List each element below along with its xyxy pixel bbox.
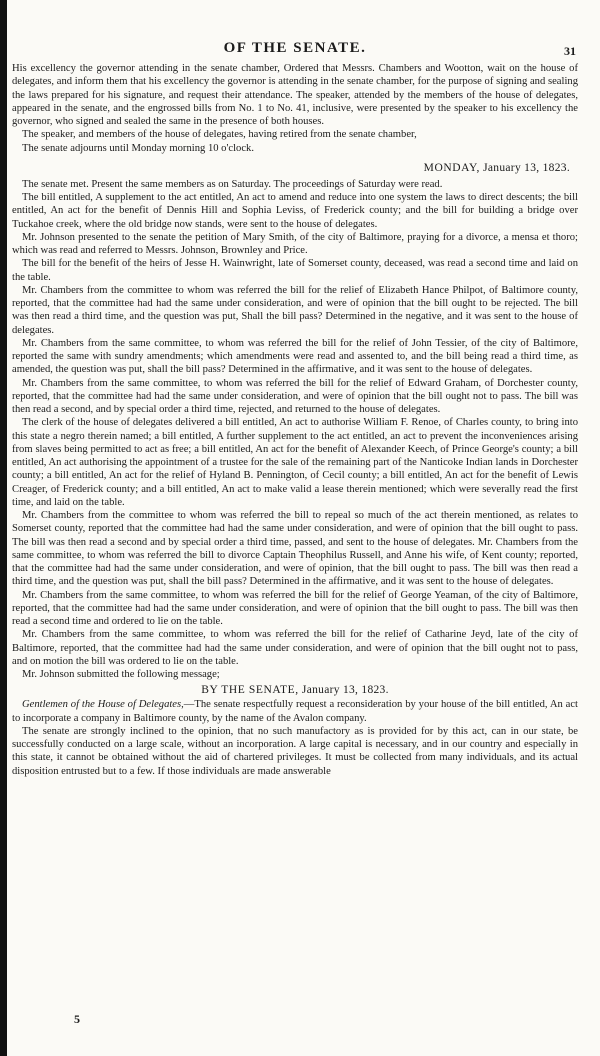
- running-head: OF THE SENATE.: [223, 40, 367, 56]
- page-number: 31: [564, 44, 576, 58]
- message-heading-prefix: BY THE SENATE,: [201, 684, 299, 697]
- date-heading-day: MONDAY,: [423, 161, 480, 174]
- paragraph: Mr. Chambers from the same committee, to whom was referred the bill for the relief of John Tessier, of the city of Baltimore, reported the same with sundry amendments; which amendments were read and assented to, and the bill being read a third time, as amended, the question was put, shall the bill pass? Determined in the affirmative, and it was sent to the house of delegates.: [12, 337, 578, 376]
- paragraph: Mr. Chambers from the same committee, to whom was referred the bill for the relief of Catharine Jeyd, late of the city of Baltimore, reported, that the committee had had the same under consideration, and were of opinion that the bill ought not to pass, and on motion the bill was ordered to lie on the table.: [12, 629, 578, 667]
- paragraph: Mr. Chambers from the committee to whom was referred the bill to repeal so much of the act therein mentioned, as relates to Somerset county, reported that the committee had had the same under consideration, and were of opinion that the bill ought to pass. The bill was then read a second and by special order a third time, passed, and sent to the house of delegates. Mr. Chambers from the same committee, to whom was referred the bill to divorce Captain Theophilus Russell, and Anne his wife, of Kent county; reported, that the committee had had the same under consideration, and were of opinion, that the bill ought to pass. The bill was then read a third time, and the question was put, shall the bill pass? Determined in the affirmative, and it was sent to the house of delegates.: [12, 510, 578, 588]
- message-heading: [12, 683, 578, 698]
- paragraph: Mr. Chambers from the same committee, to whom was referred the bill for the relief of George Yeaman, of the city of Baltimore, reported, that the committee had had the same under consideration, and were of opinion that the bill ought to pass. The bill was then read a second time and ordered to lie on the table.: [12, 589, 578, 627]
- signature-mark: 5: [74, 1012, 80, 1026]
- message-salutation: Gentlemen of the House of Delegates,: [22, 699, 184, 711]
- paragraph: Mr. Chambers from the committee to whom was referred the bill for the relief of Elizabeth Hance Philpot, of Baltimore county, reported, that the committee had had the same under consideration, and were of opinion that the bill ought to be rejected. The bill was then read a third time, and the question was put, Shall the bill pass? Determined in the negative, and it was sent to the house of delegates.: [12, 284, 578, 336]
- page-binding-edge: [0, 0, 7, 1056]
- paragraph: The senate met. Present the same members as on Saturday. The proceedings of Saturday were read.: [22, 178, 443, 190]
- paragraph: The bill for the benefit of the heirs of Jesse H. Wainwright, late of Somerset county, deceased, was read a second time and laid on the table.: [12, 258, 578, 283]
- message-opening-text: —The senate respectfully request a reconsideration by your house of the bill entitled, An act to incorporate a company in Baltimore county, by the name of the Avalon company.: [12, 699, 578, 724]
- paragraph: The speaker, and members of the house of delegates, having retired from the senate chamber,: [22, 129, 417, 141]
- document-page: [12, 36, 578, 778]
- paragraph: The senate adjourns until Monday morning 10 o'clock.: [22, 142, 254, 154]
- body-text: [12, 62, 578, 778]
- date-heading: [12, 161, 570, 176]
- paragraph: Mr. Chambers from the same committee, to whom was referred the bill for the relief of Edward Graham, of Dorchester county, reported, that the committee had had the same under consideration, and were of opinion that the bill ought not to pass. The bill was then read a second, and by special order a third time, rejected, and returned to the house of delegates.: [12, 377, 578, 415]
- paragraph: Mr. Johnson submitted the following message;: [22, 669, 220, 680]
- message-body: The senate are strongly inclined to the opinion, that no such manufactory as is provided for by this act, can in our state, be successfully conducted on a large scale, without an incorporation. A large capital is necessary, and in our country and especially in this state, it cannot be obtained without the aid of chartered privileges. It must be collected from many individuals, and its actual disposition entrusted but to a few. If those individuals are made answerable: [12, 725, 578, 777]
- message-heading-date: January 13, 1823.: [301, 684, 389, 697]
- date-heading-date: January 13, 1823.: [483, 161, 570, 174]
- message-opening: [12, 698, 578, 725]
- paragraph: The bill entitled, A supplement to the act entitled, An act to amend and reduce into one system the laws to direct descents; the bill entitled, An act for the benefit of Dennis Hill and Sophia Leviss, of Frederick county; and the bill for building a bridge over Tuckahoe creek, where the old bridge now stands, were sent to the house of delegates.: [12, 192, 578, 230]
- paragraph: His excellency the governor attending in the senate chamber, Ordered that Messrs. Chambers and Wootton, wait on the house of delegates, and inform them that his excellency the governor is attending in the senate chamber, for the purpose of signing and sealing the laws prepared for his signature, and request their attendance. The speaker, attended by the members of the house of delegates, appeared in the senate, and the engrossed bills from No. 1 to No. 41, inclusive, were presented by the speaker to his excellency the governor, who signed and sealed the same in the presence of both houses.: [12, 63, 578, 127]
- page-header: [12, 36, 578, 60]
- paragraph: Mr. Johnson presented to the senate the petition of Mary Smith, of the city of Baltimore, praying for a divorce, a mensa et thoro; which was read and referred to Messrs. Johnson, Brownley and Price.: [12, 231, 578, 256]
- paragraph: The clerk of the house of delegates delivered a bill entitled, An act to authorise William F. Renoe, of Charles county, to bring into this state a negro therein named; a bill entitled, A further supplement to the act entitled, an act to prevent the inconveniences arising from slaves being permitted to act as free; a bill entitled, An act for the benefit of Alexander Keech, of Prince George's county; a bill entitled, An act authorising the appointment of a trustee for the sale of the remaining part of the Nanticoke Indian lands in Dorchester county; a bill entitled, An act for the relief of Hyland B. Pennington, of Cecil county; a bill entitled, An act for the benefit of Lewis Creager, of Frederick county; and a bill entitled, An act to make valid a lease therein mentioned; which were severally read the first time, and laid on the table.: [12, 417, 578, 508]
